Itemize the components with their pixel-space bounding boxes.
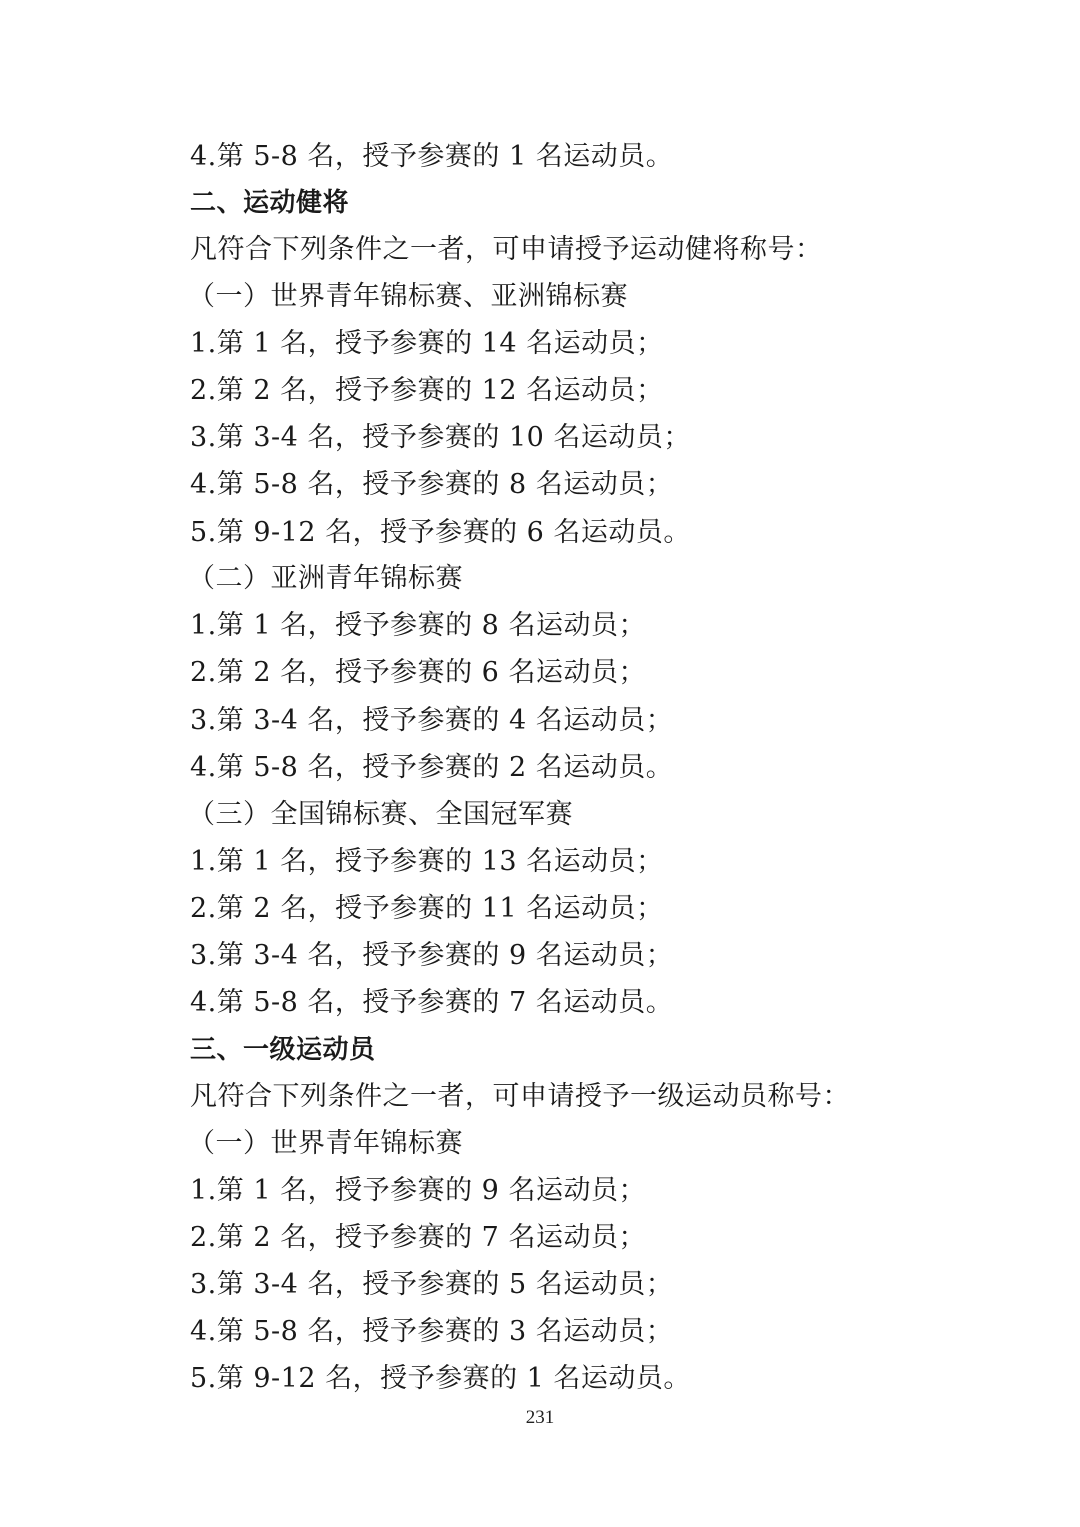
- list-item: 1.第 1 名，授予参赛的 14 名运动员；: [190, 328, 664, 359]
- paragraph: 凡符合下列条件之一者，可申请授予一级运动员称号：: [190, 1081, 850, 1112]
- list-item: 4.第 5-8 名，授予参赛的 2 名运动员。: [190, 752, 674, 783]
- list-item: 1.第 1 名，授予参赛的 9 名运动员；: [190, 1175, 646, 1206]
- list-item: 4.第 5-8 名，授予参赛的 1 名运动员。: [190, 141, 674, 172]
- list-item: 1.第 1 名，授予参赛的 8 名运动员；: [190, 610, 646, 641]
- subsection-heading: （一）世界青年锦标赛、亚洲锦标赛: [188, 281, 628, 312]
- list-item: 2.第 2 名，授予参赛的 6 名运动员；: [190, 657, 646, 688]
- list-item: 3.第 3-4 名，授予参赛的 5 名运动员；: [190, 1269, 674, 1300]
- list-item: 2.第 2 名，授予参赛的 12 名运动员；: [190, 375, 664, 406]
- list-item: 2.第 2 名，授予参赛的 11 名运动员；: [190, 893, 664, 924]
- list-item: 4.第 5-8 名，授予参赛的 3 名运动员；: [190, 1316, 674, 1347]
- section-heading: 二、运动健将: [190, 188, 350, 218]
- list-item: 5.第 9-12 名，授予参赛的 6 名运动员。: [190, 517, 691, 548]
- list-item: 5.第 9-12 名，授予参赛的 1 名运动员。: [190, 1363, 691, 1394]
- subsection-heading: （一）世界青年锦标赛: [188, 1128, 463, 1159]
- list-item: 3.第 3-4 名，授予参赛的 4 名运动员；: [190, 705, 674, 736]
- list-item: 1.第 1 名，授予参赛的 13 名运动员；: [190, 846, 664, 877]
- subsection-heading: （三）全国锦标赛、全国冠军赛: [188, 799, 573, 830]
- section-heading: 三、一级运动员: [190, 1035, 376, 1065]
- list-item: 2.第 2 名，授予参赛的 7 名运动员；: [190, 1222, 646, 1253]
- page-number: 231: [525, 1407, 555, 1428]
- list-item: 4.第 5-8 名，授予参赛的 7 名运动员。: [190, 987, 674, 1018]
- list-item: 3.第 3-4 名，授予参赛的 10 名运动员；: [190, 422, 691, 453]
- paragraph: 凡符合下列条件之一者，可申请授予运动健将称号：: [190, 234, 823, 265]
- list-item: 4.第 5-8 名，授予参赛的 8 名运动员；: [190, 469, 674, 500]
- subsection-heading: （二）亚洲青年锦标赛: [188, 563, 463, 594]
- list-item: 3.第 3-4 名，授予参赛的 9 名运动员；: [190, 940, 674, 971]
